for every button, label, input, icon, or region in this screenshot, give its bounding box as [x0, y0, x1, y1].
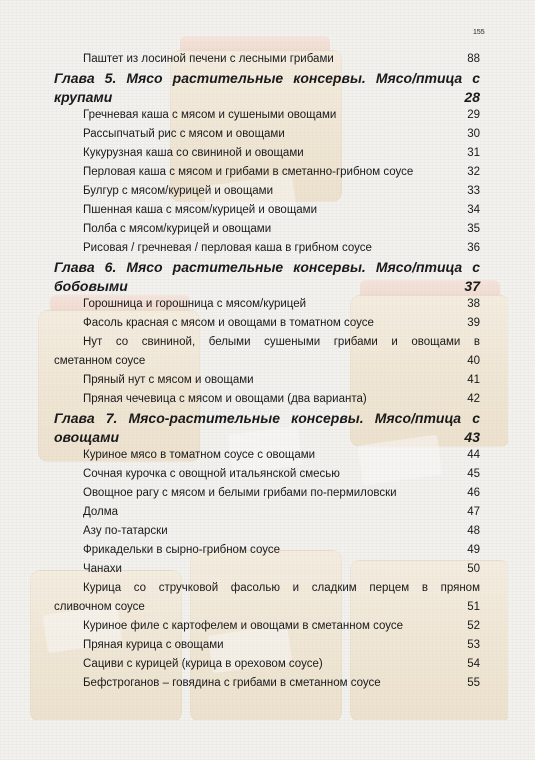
toc-entry: [54, 503, 480, 522]
toc-entry-page: 52: [467, 620, 480, 632]
toc-entry-title: Бефстроганов – говядина с грибами в сметанном соусе: [83, 677, 381, 689]
toc-entry-page: 49: [467, 544, 480, 556]
toc-entry: [54, 295, 480, 314]
toc-chapter-heading: [54, 409, 480, 446]
toc-entry-page: 38: [467, 298, 480, 310]
toc-entry-page: 29: [467, 109, 480, 121]
toc-entry-page: 31: [467, 147, 480, 159]
page-number: 155: [473, 29, 485, 36]
toc-entry-page: 48: [467, 525, 480, 537]
toc-entry-page: 35: [467, 223, 480, 235]
toc-entry: [54, 390, 480, 409]
toc-entry-title: Кукурузная каша со свининой и овощами: [83, 147, 304, 159]
toc-entry: [54, 314, 480, 333]
toc-entry-page: 44: [467, 449, 480, 461]
toc-chapter-line2: [54, 277, 480, 296]
toc-entry: [54, 560, 480, 579]
toc-entry-title: Гречневая каша с мясом и сушеными овощами: [83, 109, 337, 121]
toc-entry-title: Булгур с мясом/курицей и овощами: [83, 185, 274, 197]
toc-entry-title-line2: сметанном соусе: [54, 355, 146, 367]
toc-entry-title: Фрикадельки в сырно-грибном соусе: [83, 544, 280, 556]
toc-entry-line2: [54, 598, 480, 617]
toc-chapter-page: 28: [464, 88, 480, 105]
toc-entry: [54, 465, 480, 484]
toc-entry-title-line1: Курица со стручковой фасолью и сладким перцем в пряном: [83, 582, 480, 594]
toc-entry: [54, 541, 480, 560]
toc-entry: [54, 655, 480, 674]
toc-entry-page: 33: [467, 185, 480, 197]
toc-entry-title: Куриное филе с картофелем и овощами в сметанном соусе: [83, 620, 404, 632]
toc-entry-page: 88: [467, 53, 480, 65]
toc-entry: [54, 446, 480, 465]
toc-entry: [54, 106, 480, 125]
toc-entry: [54, 220, 480, 239]
toc-entry-title: Пряный нут с мясом и овощами: [83, 374, 254, 386]
toc-entry-title: Чанахи: [83, 563, 122, 575]
toc-entry-page: 30: [467, 128, 480, 140]
toc-entry-page: 46: [467, 487, 480, 499]
toc-entry-title: Куриное мясо в томатном соусе с овощами: [83, 449, 316, 461]
toc-entry-page: 50: [467, 563, 480, 575]
toc-entry-page: 42: [467, 393, 480, 405]
toc-entry-page: 45: [467, 468, 480, 480]
toc-entry-page: 41: [467, 374, 480, 386]
toc-entry-page: 54: [467, 658, 480, 670]
toc-entry-title: Овощное рагу с мясом и белыми грибами по-пермиловски: [83, 487, 397, 499]
toc-entry-title: Пряная курица с овощами: [83, 639, 224, 651]
toc-entry-page: 34: [467, 204, 480, 216]
toc-entry: [54, 144, 480, 163]
table-of-contents: [54, 50, 480, 693]
toc-entry-page: 40: [467, 355, 480, 367]
toc-entry-title: Азу по-татарски: [83, 525, 168, 537]
toc-entry: [54, 636, 480, 655]
toc-entry: [54, 201, 480, 220]
toc-chapter-heading: [54, 69, 480, 106]
toc-chapter-heading: [54, 258, 480, 295]
toc-entry: [54, 522, 480, 541]
toc-entry-page: 36: [467, 242, 480, 254]
toc-entry: [54, 163, 480, 182]
toc-entry: [54, 50, 480, 69]
toc-entry: [54, 371, 480, 390]
toc-entry: [54, 674, 480, 693]
toc-entry-title: Горошница и горошница с мясом/курицей: [83, 298, 307, 310]
toc-chapter-title-line1: Глава 7. Мясо-растительные консервы. Мясо/птица с: [54, 410, 480, 426]
toc-entry-title: Рисовая / гречневая / перловая каша в грибном соусе: [83, 242, 372, 254]
toc-entry-title-line1: Нут со свининой, белыми сушеными грибами и овощами в: [83, 336, 480, 348]
toc-entry: [54, 182, 480, 201]
toc-chapter-title-line1: Глава 6. Мясо растительные консервы. Мясо/птица с: [54, 259, 480, 275]
toc-chapter-title-line1: Глава 5. Мясо растительные консервы. Мясо/птица с: [54, 70, 480, 86]
toc-entry-line2: [54, 352, 480, 371]
toc-chapter-title-line2: овощами: [54, 428, 119, 445]
toc-entry-title: Перловая каша с мясом и грибами в сметанно-грибном соусе: [83, 166, 414, 178]
toc-entry-page: 39: [467, 317, 480, 329]
toc-entry-page: 55: [467, 677, 480, 689]
toc-chapter-title-line2: крупами: [54, 88, 113, 105]
toc-chapter-title-line2: бобовыми: [54, 277, 128, 294]
toc-entry-title: Фасоль красная с мясом и овощами в томатном соусе: [83, 317, 374, 329]
toc-entry-title-line2: сливочном соусе: [54, 601, 145, 613]
toc-chapter-line2: [54, 88, 480, 107]
toc-entry: [54, 579, 480, 617]
toc-entry-page: 53: [467, 639, 480, 651]
toc-entry: [54, 333, 480, 371]
toc-entry-title: Сациви с курицей (курица в ореховом соусе): [83, 658, 323, 670]
toc-entry-title: Рассыпчатый рис с мясом и овощами: [83, 128, 285, 140]
toc-entry-title: Сочная курочка с овощной итальянской смесью: [83, 468, 340, 480]
toc-chapter-page: 43: [464, 428, 480, 445]
toc-entry-title: Паштет из лосиной печени с лесными грибами: [83, 53, 334, 65]
toc-entry-page: 47: [467, 506, 480, 518]
toc-entry-page: 32: [467, 166, 480, 178]
toc-entry: [54, 484, 480, 503]
toc-chapter-page: 37: [464, 277, 480, 294]
toc-entry-page: 51: [467, 601, 480, 613]
toc-entry: [54, 239, 480, 258]
toc-chapter-line2: [54, 428, 480, 447]
toc-entry: [54, 125, 480, 144]
toc-entry-title: Долма: [83, 506, 119, 518]
toc-entry-title: Полба с мясом/курицей и овощами: [83, 223, 272, 235]
toc-entry: [54, 617, 480, 636]
toc-entry-title: Пряная чечевица с мясом и овощами (два варианта): [83, 393, 367, 405]
toc-entry-title: Пшенная каша с мясом/курицей и овощами: [83, 204, 318, 216]
